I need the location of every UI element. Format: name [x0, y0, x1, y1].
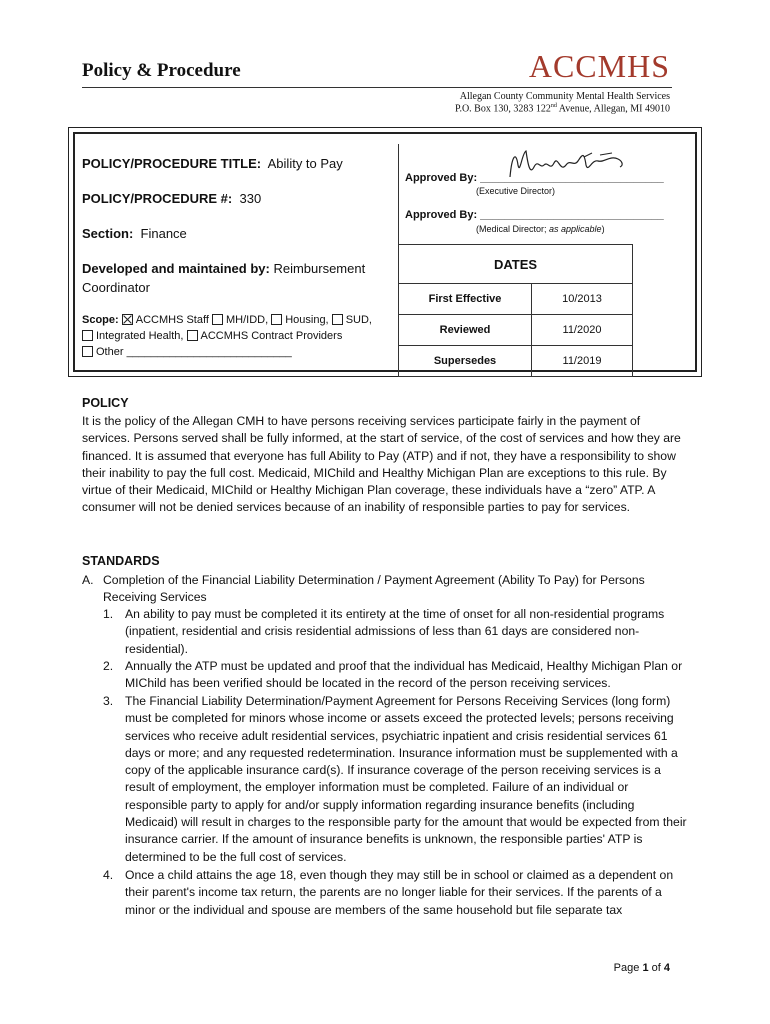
list-item: Annually the ATP must be updated and proof that the individual has Medicaid, Healthy Michigan Plan or MIChild has been verified should be located in the record of the person receiving services. [125, 659, 683, 691]
list-marker: 4. [103, 868, 114, 882]
scope-option-label: MH/IDD, [225, 314, 269, 326]
standards-heading: STANDARDS [82, 554, 160, 568]
section-value: Finance [140, 226, 187, 241]
list-marker: 1. [103, 607, 114, 621]
scope-option-label: Integrated Health, [96, 330, 184, 342]
scope-checkbox-contract-providers[interactable] [187, 330, 198, 341]
page-title: Policy & Procedure [82, 60, 241, 81]
scope-checkbox-housing[interactable] [271, 314, 282, 325]
date-label: Reviewed [399, 315, 532, 346]
list-marker: A. [82, 573, 94, 587]
org-name: Allegan County Community Mental Health Services [459, 91, 670, 102]
date-value: 11/2020 [532, 315, 633, 346]
policy-number-value: 330 [239, 191, 262, 206]
policy-title-label: POLICY/PROCEDURE TITLE: [82, 156, 262, 171]
list-item: Once a child attains the age 18, even though they may still be in school or claimed as a dependent on their parent's income tax return, the parents are no longer liable for their services. If the parents of a minor or the individual and spouse are members of the same household but file separate tax [125, 868, 674, 917]
scope-option-label: Other ___________________________ [96, 346, 292, 358]
approved-by-executive-role: (Executive Director) [476, 186, 556, 196]
approved-by-medical-role: (Medical Director; as applicable) [476, 224, 605, 234]
table-row [399, 346, 633, 377]
policy-paragraph: It is the policy of the Allegan CMH to have persons receiving services participate fairly in the payment of services. Persons served shall be fully informed, at the start of service, of the cost of services and how they are financed. It is assumed that everyone has full Ability to Pay (ATP) and if not, they have a responsibility to show their inability to pay the full cost. Medicaid, MIChild and Healthy Michigan Plan are exceptions to this rule. By virtue of their Medicaid, MIChild or Healthy Michigan Plan coverage, these individuals have a “zero” ATP. A consumer will not be denied services because of an inability of responsible parties to pay for services. [82, 414, 681, 515]
scope-checkbox-mh-idd[interactable] [212, 314, 223, 325]
policy-number-label: POLICY/PROCEDURE #: [82, 191, 233, 206]
developed-by-label: Developed and maintained by: [82, 261, 270, 276]
approved-by-medical: Approved By: ______________________________ [405, 209, 664, 221]
header-rule [82, 87, 672, 88]
scope-option-label: Housing, [285, 314, 329, 326]
page-number: Page 1 of 4 [613, 962, 670, 974]
scope-checkbox-sud[interactable] [332, 314, 343, 325]
date-label: First Effective [399, 284, 532, 315]
dates-header-row [399, 245, 633, 284]
scope-option-label: SUD, [345, 314, 372, 326]
policy-title-value: Ability to Pay [267, 156, 343, 171]
date-value: 10/2013 [532, 284, 633, 315]
scope-checkbox-integrated-health[interactable] [82, 330, 93, 341]
scope-option-label: ACCMHS Contract Providers [200, 330, 343, 342]
list-item: The Financial Liability Determination/Payment Agreement for Persons Receiving Services (long form) must be completed for minors whose income or assets exceed the protected levels; persons receiving services who receive adult residential services, psychiatric inpatient and crisis residential services 61 days or more; and any requested redetermination. Insurance information must be supplemented with a copy of the applicable insurance card(s). If insurance coverage of the person receiving services is a result of employment, the employer information must be completed. Failure of an individual or responsible party to apply for and/or supply information regarding insurance benefits (including Medicaid) will result in charges to the responsible party for the amount that would be expected from their insurance carrier. If the amount of insurance benefits is unknown, the responsible parties' ATP is determined to be the full cost of services. [125, 694, 687, 864]
date-label: Supersedes [399, 346, 532, 377]
dates-table [398, 244, 633, 377]
section-field [82, 226, 187, 241]
scope-option-label: ACCMHS Staff [135, 314, 209, 326]
list-item: An ability to pay must be completed it its entirety at the time of onset for all non-residential programs (inpatient, residential and crisis residential admissions of less than 61 days are considered non-residential). [125, 607, 665, 656]
policy-title-field [82, 156, 343, 171]
policy-heading: POLICY [82, 396, 129, 410]
table-row [399, 315, 633, 346]
approved-by-executive: Approved By: ______________________________ [405, 172, 664, 184]
scope-checkbox-other[interactable] [82, 346, 93, 357]
scope-checkbox-accmhs-staff[interactable] [122, 314, 133, 325]
list-marker: 3. [103, 694, 114, 708]
developed-by-field [82, 259, 392, 297]
standards-item-a: Completion of the Financial Liability Determination / Payment Agreement (Ability To Pay) for Persons Receiving Services [103, 573, 645, 605]
signature-image [500, 145, 630, 185]
scope-field [82, 312, 392, 360]
date-value: 11/2019 [532, 346, 633, 377]
dates-header: DATES [399, 245, 633, 284]
table-row [399, 284, 633, 315]
scope-label: Scope: [82, 314, 119, 326]
policy-number-field [82, 191, 261, 206]
org-address: P.O. Box 130, 3283 122nd Avenue, Allegan, MI 49010 [455, 103, 670, 115]
developed-by-value: Reimbursement Coordinator [82, 261, 366, 295]
accmhs-logo: ACCMHS [528, 48, 670, 84]
section-label: Section: [82, 226, 134, 241]
list-marker: 2. [103, 659, 114, 673]
